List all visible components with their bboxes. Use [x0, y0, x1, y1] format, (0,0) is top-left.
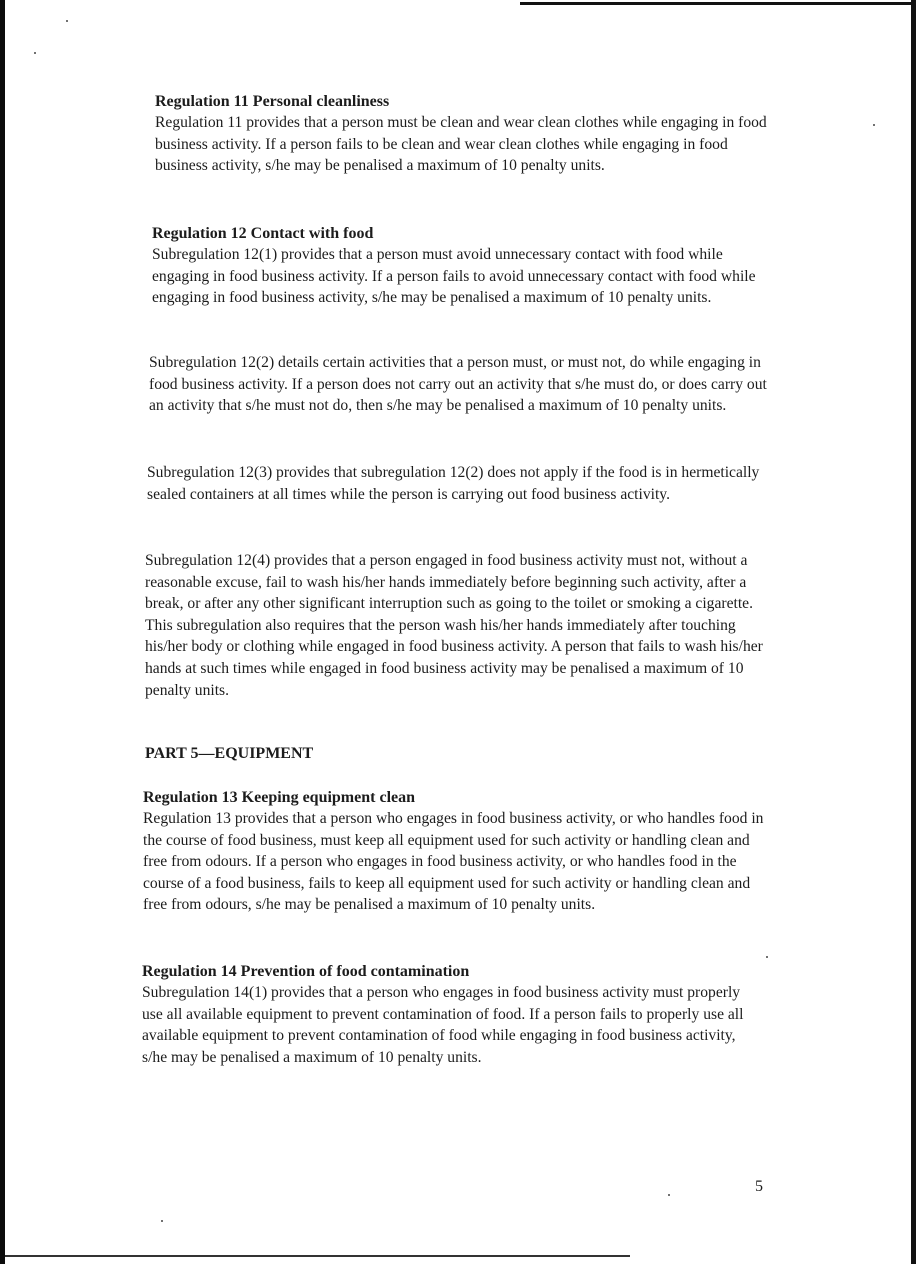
section-paragraph-block: [149, 352, 774, 417]
section-paragraph: Subregulation 12(4) provides that a person engaged in food business activity must not, without a reasonable excuse, fail to wash his/her hands immediately before beginning such activity, after a break, or after any other significant interruption such as going to the toilet or smoking a cigarette. This subregulation also requires that the person wash his/her hands immediately after touching his/her body or clothing while engaged in food business activity. A person that fails to wash his/her hands at such times while engaged in food business activity may be penalised a maximum of 10 penalty units.: [145, 552, 763, 699]
scan-speck: [668, 1194, 670, 1196]
part-title: PART 5—EQUIPMENT: [145, 745, 314, 762]
section-paragraph: Subregulation 12(2) details certain activities that a person must, or must not, do while engaging in food business activity. If a person does not carry out an activity that s/he must do, or does carry out an activity that s/he must not do, then s/he may be penalised a maximum of 10 penalty units.: [149, 354, 767, 415]
section-paragraph: Regulation 13 provides that a person who engages in food business activity, or who handles food in the course of food business, must keep all equipment used for such activity or handling clean and free from odours. If a person who engages in food business activity, or who handles food in the course of a food business, fails to keep all equipment used for such activity or handling clean and free from odours, s/he may be penalised a maximum of 10 penalty units.: [143, 810, 764, 914]
section-regulation-11: [155, 92, 780, 177]
section-heading: Regulation 13 Keeping equipment clean: [143, 789, 416, 806]
scan-speck: [873, 124, 875, 126]
page-number: 5: [755, 1178, 763, 1195]
scan-border-top: [520, 2, 916, 5]
scan-speck: [161, 1220, 163, 1222]
section-paragraph-block: [145, 550, 780, 701]
section-paragraph: Regulation 11 provides that a person must be clean and wear clean clothes while engaging in food business activity. If a person fails to be clean and wear clean clothes while engaging in food business activity, s/he may be penalised a maximum of 10 penalty units.: [155, 114, 767, 175]
scan-speck: [34, 52, 36, 54]
section-regulation-13: [143, 788, 773, 916]
scan-border-left: [0, 0, 5, 1264]
section-paragraph-block: [147, 462, 772, 505]
scan-border-bottom: [5, 1255, 630, 1257]
scan-speck: [766, 956, 768, 958]
section-heading: Regulation 14 Prevention of food contamination: [142, 963, 470, 980]
section-regulation-12: [152, 224, 777, 309]
scan-speck: [66, 20, 68, 22]
scan-border-right: [911, 0, 916, 1264]
section-heading: Regulation 11 Personal cleanliness: [155, 93, 390, 110]
section-heading: Regulation 12 Contact with food: [152, 225, 374, 242]
section-paragraph: Subregulation 12(3) provides that subregulation 12(2) does not apply if the food is in hermetically sealed containers at all times while the person is carrying out food business activity.: [147, 464, 760, 503]
section-paragraph: Subregulation 14(1) provides that a person who engages in food business activity must properly use all available equipment to prevent contamination of food. If a person fails to properly use all available equipment to prevent contamination of food while engaging in food business activity, s/he may be penalised a maximum of 10 penalty units.: [142, 984, 744, 1066]
section-paragraph: Subregulation 12(1) provides that a person must avoid unnecessary contact with food while engaging in food business activity. If a person fails to avoid unnecessary contact with food while engaging in food business activity, s/he may be penalised a maximum of 10 penalty units.: [152, 246, 756, 307]
section-regulation-14: [142, 962, 760, 1068]
